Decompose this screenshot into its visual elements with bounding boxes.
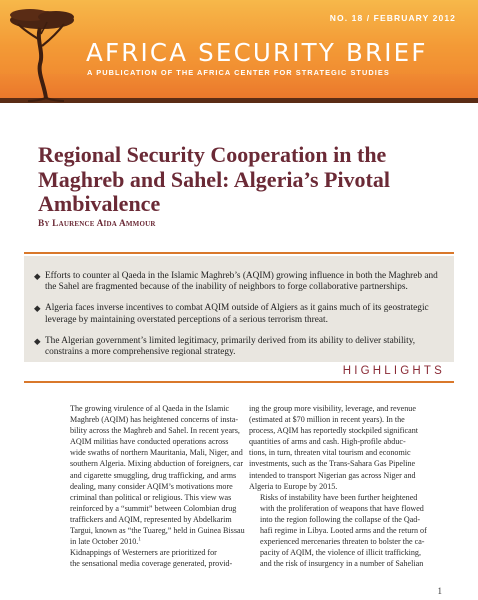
- highlight-text: Efforts to counter al Qaeda in the Islamic Maghreb’s (AQIM) growing influence in both the Maghreb and the Sahel are fragmented because of the inability of neighbors to forge collaborative partnerships.: [45, 271, 438, 293]
- diamond-bullet-icon: ◆: [34, 303, 41, 314]
- highlight-item: [34, 336, 448, 358]
- body-paragraph: [59, 547, 238, 569]
- text-line: pacity of AQIM, the violence of illicit trafficking,: [260, 548, 422, 558]
- text-line: The growing virulence of al Qaeda in the Islamic: [70, 404, 230, 413]
- text-line: process, AQIM has reportedly stockpiled significant: [249, 426, 419, 436]
- page-number: 1: [437, 586, 442, 596]
- text-line: reinforced by a “summit” between Colombian drug: [70, 503, 237, 513]
- text-line: traffickers and AQIM, represented by Abdelkarim: [70, 514, 232, 524]
- text-line: and the risk of insurgency in a number of Sahelian: [260, 559, 424, 569]
- issue-label: NO. 18 / FEBRUARY 2012: [329, 13, 456, 23]
- highlight-item: [34, 271, 448, 293]
- text-line: ing the group more visibility, leverage, and revenue: [249, 404, 416, 413]
- text-line-end: in late October 2010.: [70, 537, 139, 547]
- text-line: bility across the Maghreb and Sahel. In recent years,: [70, 426, 240, 436]
- body-column-left: [59, 403, 245, 569]
- text-line: Kidnappings of Westerners are prioritized for: [70, 548, 217, 558]
- text-line: [59, 536, 238, 547]
- body-paragraph: [249, 492, 428, 570]
- text-line: (estimated at $70 million in recent years). In the: [249, 415, 405, 425]
- publication-title: AFRICA SECURITY BRIEF: [86, 38, 428, 67]
- body-paragraph: [59, 403, 245, 547]
- highlights-list: [34, 271, 448, 368]
- text-line: the sensational media coverage generated, provid-: [70, 559, 233, 569]
- text-line: tions, in turn, threaten vital tourism and economic: [249, 448, 411, 458]
- highlight-text: The Algerian government’s limited legitimacy, primarily derived from its ability to deliver stability, constrains a more comprehensive regional strategy.: [45, 335, 416, 358]
- acacia-tree-icon: [0, 0, 100, 103]
- masthead-banner: [0, 0, 478, 103]
- text-line: into the region following the collapse of the Qad-: [260, 514, 421, 524]
- text-line: Maghreb (AQIM) has heightened concerns of insta-: [70, 415, 239, 425]
- article-author: By Laurence Aïda Ammour: [38, 219, 156, 229]
- text-line: investments, such as the Trans-Sahara Gas Pipeline: [249, 459, 416, 469]
- highlight-item: [34, 303, 448, 325]
- article-title: Regional Security Cooperation in the Maghreb and Sahel: Algeria’s Pivotal Ambivalence: [38, 142, 390, 216]
- body-paragraph: [249, 403, 428, 492]
- publication-subtitle: A PUBLICATION OF THE AFRICA CENTER FOR STRATEGIC STUDIES: [87, 68, 390, 77]
- text-line: intended to transport Nigerian gas across Niger and: [249, 470, 416, 480]
- diamond-bullet-icon: ◆: [34, 271, 41, 281]
- text-line: southern Algeria. Mixing abduction of foreigners, car: [70, 459, 244, 469]
- body-column-right: [249, 403, 428, 569]
- text-line: wide swaths of northern Mauritania, Mali, Niger, and: [70, 448, 243, 458]
- text-line: Risks of instability have been further heightened: [260, 492, 418, 502]
- text-line: Targui, known as “the Tuareg,” held in Guinea Bissau: [70, 526, 245, 536]
- text-line: and cigarette smuggling, drug trafficking, and arms: [70, 470, 237, 480]
- text-line: hafi regime in Libya. Looted arms and the return of: [260, 526, 427, 536]
- highlight-text: Algeria faces inverse incentives to combat AQIM outside of Algiers as it gains much of its geostrategic leverage by maintaining overstated perceptions of a serious terrorism threat.: [45, 303, 429, 325]
- text-line: quantities of arms and cash. High-profile abduc-: [249, 437, 406, 447]
- highlights-label: HIGHLIGHTS: [342, 365, 445, 377]
- footnote-marker: 1: [138, 537, 141, 543]
- text-line: dealing, many consider AQIM’s motivations more: [70, 481, 233, 491]
- text-line: criminal than political or religious. This view was: [70, 492, 232, 502]
- diamond-bullet-icon: ◆: [34, 335, 41, 346]
- text-line: experienced mercenaries threaten to bolster the ca-: [260, 537, 425, 547]
- text-line: with the proliferation of weapons that have flowed: [260, 503, 424, 513]
- highlights-bottom-rule: [24, 381, 454, 383]
- text-line: Algeria to Europe by 2015.: [249, 481, 338, 491]
- highlights-top-rule: [24, 252, 454, 254]
- text-line: AQIM militias have conducted operations across: [70, 437, 229, 447]
